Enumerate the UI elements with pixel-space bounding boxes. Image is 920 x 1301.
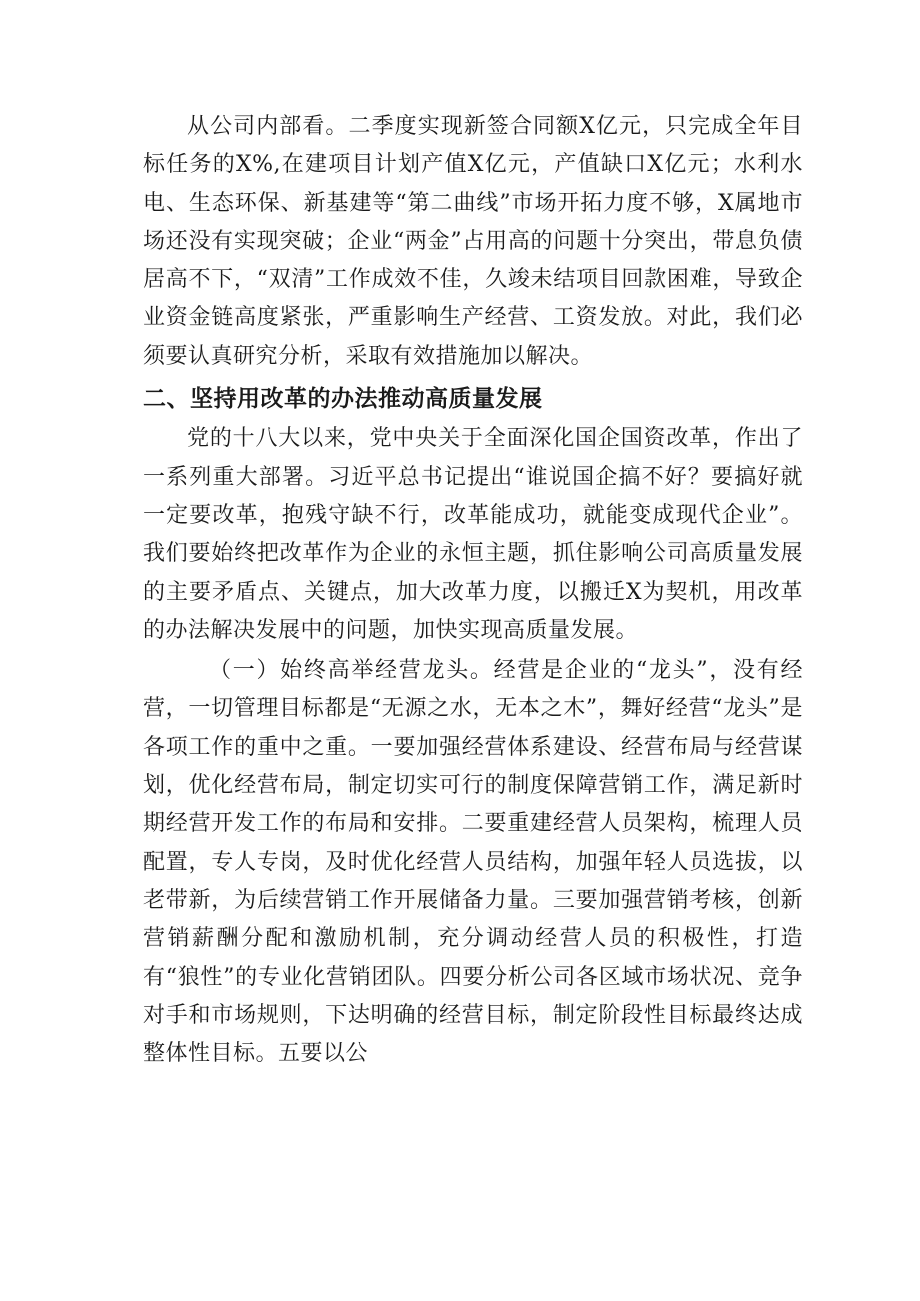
subsection-paragraph: （一）始终高举经营龙头。经营是企业的“龙头”，没有经营，一切管理目标都是“无源之水，无本之木”，舞好经营“龙头”是各项工作的重中之重。一要加强经营体系建设、经营布局与经营谋划，优化经营布局，制定切实可行的制度保障营销工作，满足新时期经营开发工作的布局和安排。二要重建经营人员架构，梳理人员配置，专人专岗，及时优化经营人员结构，加强年轻人员选拔，以老带新，为后续营销工作开展储备力量。三要加强营销考核，创新营销薪酬分配和激励机制，充分调动经营人员的积极性，打造有“狼性”的专业化营销团队。四要分析公司各区域市场状况、竞争对手和市场规则，下达明确的经营目标，制定阶段性目标最终达成整体性目标。五要以公 — [143, 658, 803, 1067]
document-page — [143, 108, 803, 1073]
section-heading: 二、坚持用改革的办法推动高质量发展 — [143, 386, 543, 413]
body-paragraph: 从公司内部看。二季度实现新签合同额X亿元，只完成全年目标任务的X%,在建项目计划产值X亿元，产值缺口X亿元；水利水电、生态环保、新基建等“第二曲线”市场开拓力度不够，X属地市场还没有实现突破；企业“两金”占用高的问题十分突出，带息负债居高不下，“双清”工作成效不佳，久竣未结项目回款困难，导致企业资金链高度紧张，严重影响生产经营、工资发放。对此，我们必须要认真研究分析，采取有效措施加以解决。 — [143, 114, 803, 369]
body-paragraph: 党的十八大以来，党中央关于全面深化国企国资改革，作出了一系列重大部署。习近平总书记提出“谁说国企搞不好？要搞好就一定要改革，抱残守缺不行，改革能成功，就能变成现代企业”。我们要始终把改革作为企业的永恒主题，抓住影响公司高质量发展的主要矛盾点、关键点，加大改革力度，以搬迁X为契机，用改革的办法解决发展中的问题，加快实现高质量发展。 — [143, 426, 803, 643]
